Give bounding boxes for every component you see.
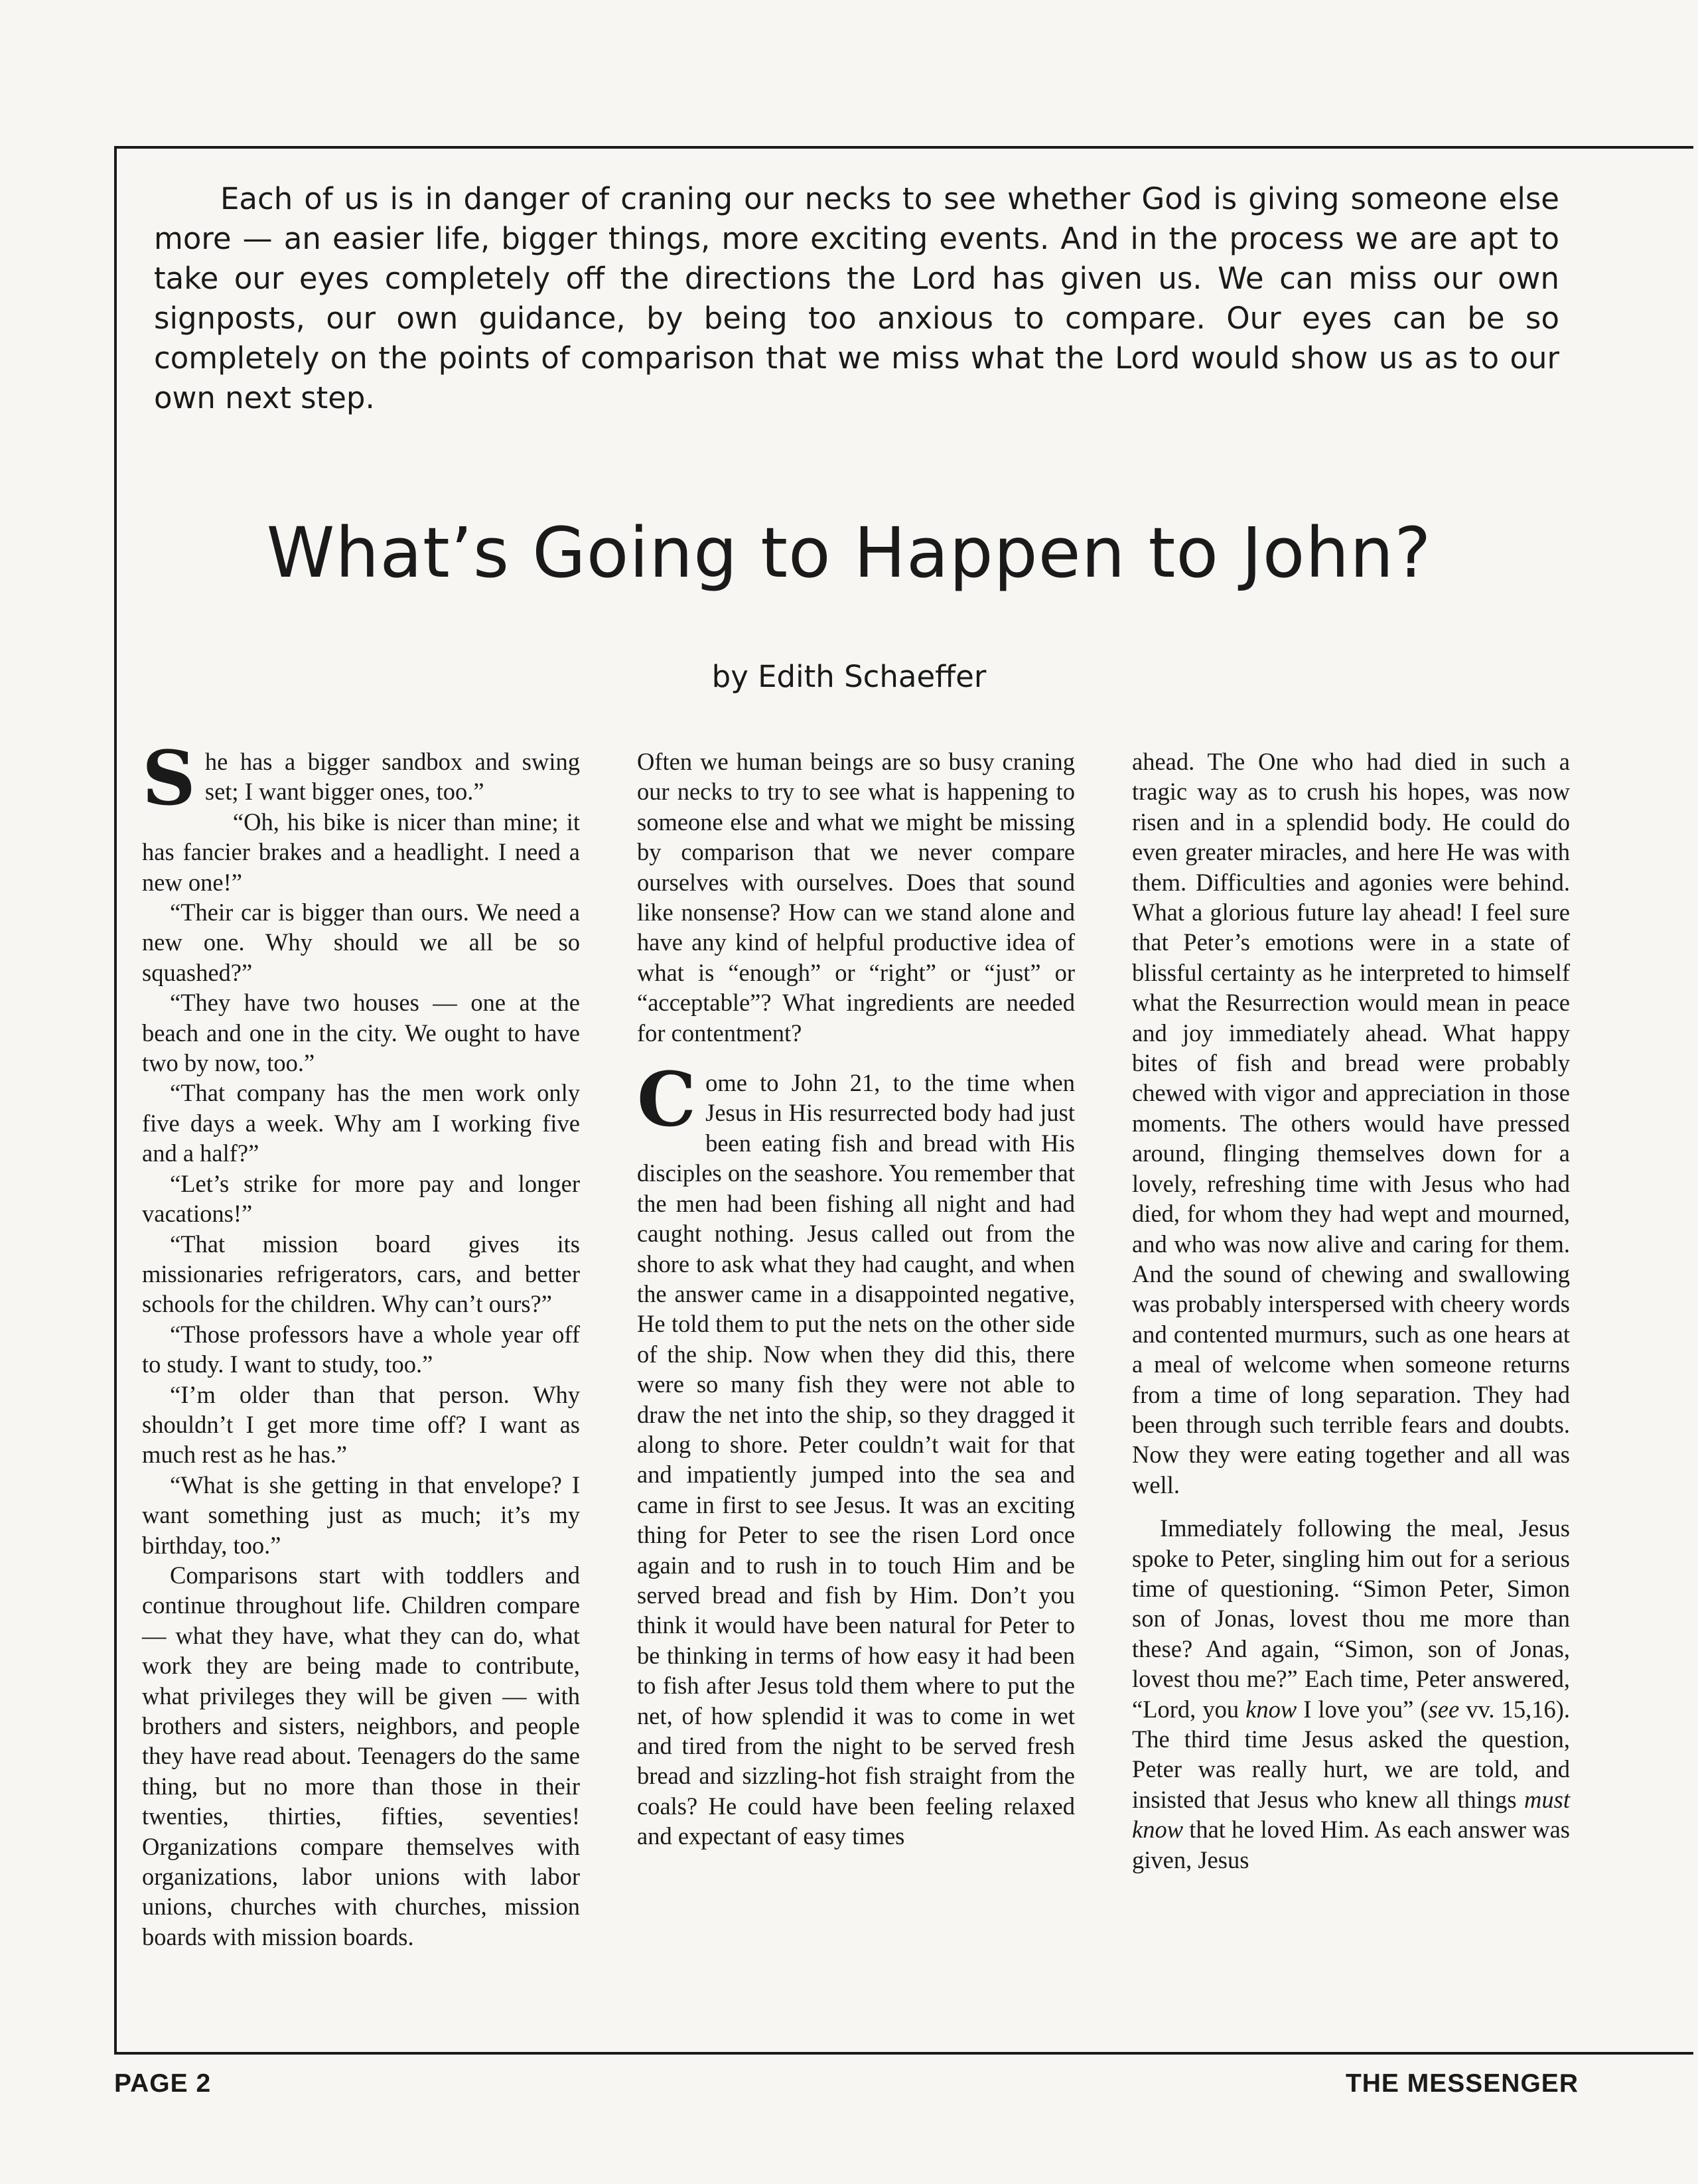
col3-paragraph-1: ahead. The One who had died in such a tragic way as to crush his hopes, was now risen and in a splendid body. He could do even greater miracles, and here He was with them. Difficulties and agonies were behind. What a glorious future lay ahead! I feel sure that Peter’s emotions were in a state of blissful certainty as he interpreted to himself what the Resurrection would mean in peace and joy immediately ahead. What happy bites of fish and bread were probably chewed with vigor and appreciation in those moments. The others would have pressed around, flinging themselves down for a lovely, refreshing time with Jesus who had died, for whom they had wept and mourned, and who was now alive and caring for them. And the sound of chewing and swallowing was probably interspersed with cheery words and contented murmurs, such as one hears at a meal of welcome when someone returns from a time of long separation. They had been through such terrible fears and doubts. Now they were eating together and all was well. [1132, 748, 1570, 1498]
paragraph: “They have two houses — one at the beach and one in the city. We ought to have two by now, too.” [142, 989, 580, 1077]
paragraph: “Those professors have a whole year off to study. I want to study, too.” [142, 1320, 580, 1378]
paragraph: “I’m older than that person. Why shouldn’t I get more time off? I want as much rest as he has.” [142, 1380, 580, 1469]
column-3 [1132, 747, 1570, 1875]
paragraph-text: I love you” ( [1297, 1695, 1429, 1723]
paragraph: Comparisons start with toddlers and continue throughout life. Children compare — what they have, what they can do, what work they are being made to contribute, what privileges they will be given — with brothers and sisters, neighbors, and people they have read about. Teenagers do the same thing, but no more than those in their twenties, thirties, fifties, seventies! Organizations compare themselves with organizations, labor unions with labor unions, churches with churches, mission boards with mission boards. [142, 1561, 580, 1950]
footer-page-number: PAGE 2 [114, 2069, 212, 2098]
paragraph-text: ome to John 21, to the time when Jesus in His resurrected body had just been eating fish and bread with His disciples on the seashore. You remember that the men had been fishing all night and had caught nothing. Jesus called out from the shore to ask what they had caught, and when the answer came in a disappointed negative, He told them to put the nets on the other side of the ship. Now when they did this, there were so many fish they were not able to draw the net into the ship, so they dragged it along to shore. Peter couldn’t wait for that and impatiently jumped into the sea and came in first to see Jesus. It was an exciting thing for Peter to see the risen Lord once again and to rush in to touch Him and be served bread and fish by Him. Don’t you think it would have been natural for Peter to be thinking in terms of how easy it had been to fish after Jesus told them where to put the net, of how splendid it was to come in wet and tired from the night to be served fresh bread and sizzling-hot fish straight from the coals? He could have been feeling relaxed and expectant of easy times [637, 1069, 1075, 1850]
col2-paragraph-1: Often we human beings are so busy craning our necks to try to see what is happening to someone else and what we might be missing by comparison that we never compare ourselves with ourselves. Does that sound like nonsense? How can we stand alone and have any kind of helpful productive idea of what is “enough” or “right” or “just” or “acceptable”? What ingredients are needed for contentment? [637, 748, 1075, 1047]
paragraph: “Their car is bigger than ours. We need a new one. Why should we all be so squashed?” [142, 899, 580, 986]
top-rule [114, 146, 1693, 149]
left-border [114, 146, 117, 2055]
paragraph: “What is she getting in that envelope? I want something just as much; it’s my birthday, too.” [142, 1471, 580, 1559]
emphasis: see [1428, 1695, 1460, 1723]
paragraph: “Oh, his bike is nicer than mine; it has fancier brakes and a headlight. I need a new one!” [142, 808, 580, 896]
pull-quote: Each of us is in danger of craning our necks to see whether God is giving someone else more — an easier life, bigger things, more exciting events. And in the process we are apt to take our eyes completely off the directions the Lord has given us. We can miss our own signposts, our own guidance, by being too anxious to compare. Our eyes can be so completely on the points of comparison that we miss what the Lord would show us as to our own next step. [154, 181, 1559, 415]
paragraph-text: he has a bigger sandbox and swing set; I want bigger ones, too.” [204, 748, 580, 806]
col3-paragraph-2 [1132, 1513, 1570, 1875]
col2-paragraph-2 [637, 1056, 1075, 1852]
article-byline: by Edith Schaeffer [711, 659, 987, 694]
paragraph: “That mission board gives its missionaries refrigerators, cars, and better schools for the children. Why can’t ours?” [142, 1230, 580, 1318]
paragraph: “That company has the men work only five days a week. Why am I working five and a half?” [142, 1079, 580, 1167]
emphasis: know [1245, 1695, 1297, 1723]
paragraph-text: Immediately following the meal, Jesus spoke to Peter, singling him out for a serious time of questioning. “Simon Peter, Simon son of Jonas, lovest thou me more than these? And again, “Simon, son of Jonas, lovest thou me?” Each time, Peter answered, “Lord, you [1132, 1514, 1570, 1723]
article-title: What’s Going to Happen to John? [266, 512, 1432, 593]
drop-cap: C [637, 1056, 697, 1144]
paragraph-text: that he loved Him. As each answer was given, Jesus [1132, 1816, 1570, 1873]
drop-cap: S [142, 735, 196, 822]
column-1 [142, 735, 580, 1952]
paragraph-text: vv. 15,16). The third time Jesus asked the question, Peter was really hurt, we are told, and insisted that Jesus who knew all things [1132, 1695, 1570, 1813]
paragraph: “Let’s strike for more pay and longer vacations!” [142, 1169, 580, 1228]
bottom-rule [114, 2052, 1693, 2055]
emphasis: must know [1132, 1785, 1570, 1844]
col1-opening-paragraph [142, 735, 580, 822]
column-2 [637, 747, 1075, 1852]
footer-publication: THE MESSENGER [1345, 2069, 1579, 2098]
